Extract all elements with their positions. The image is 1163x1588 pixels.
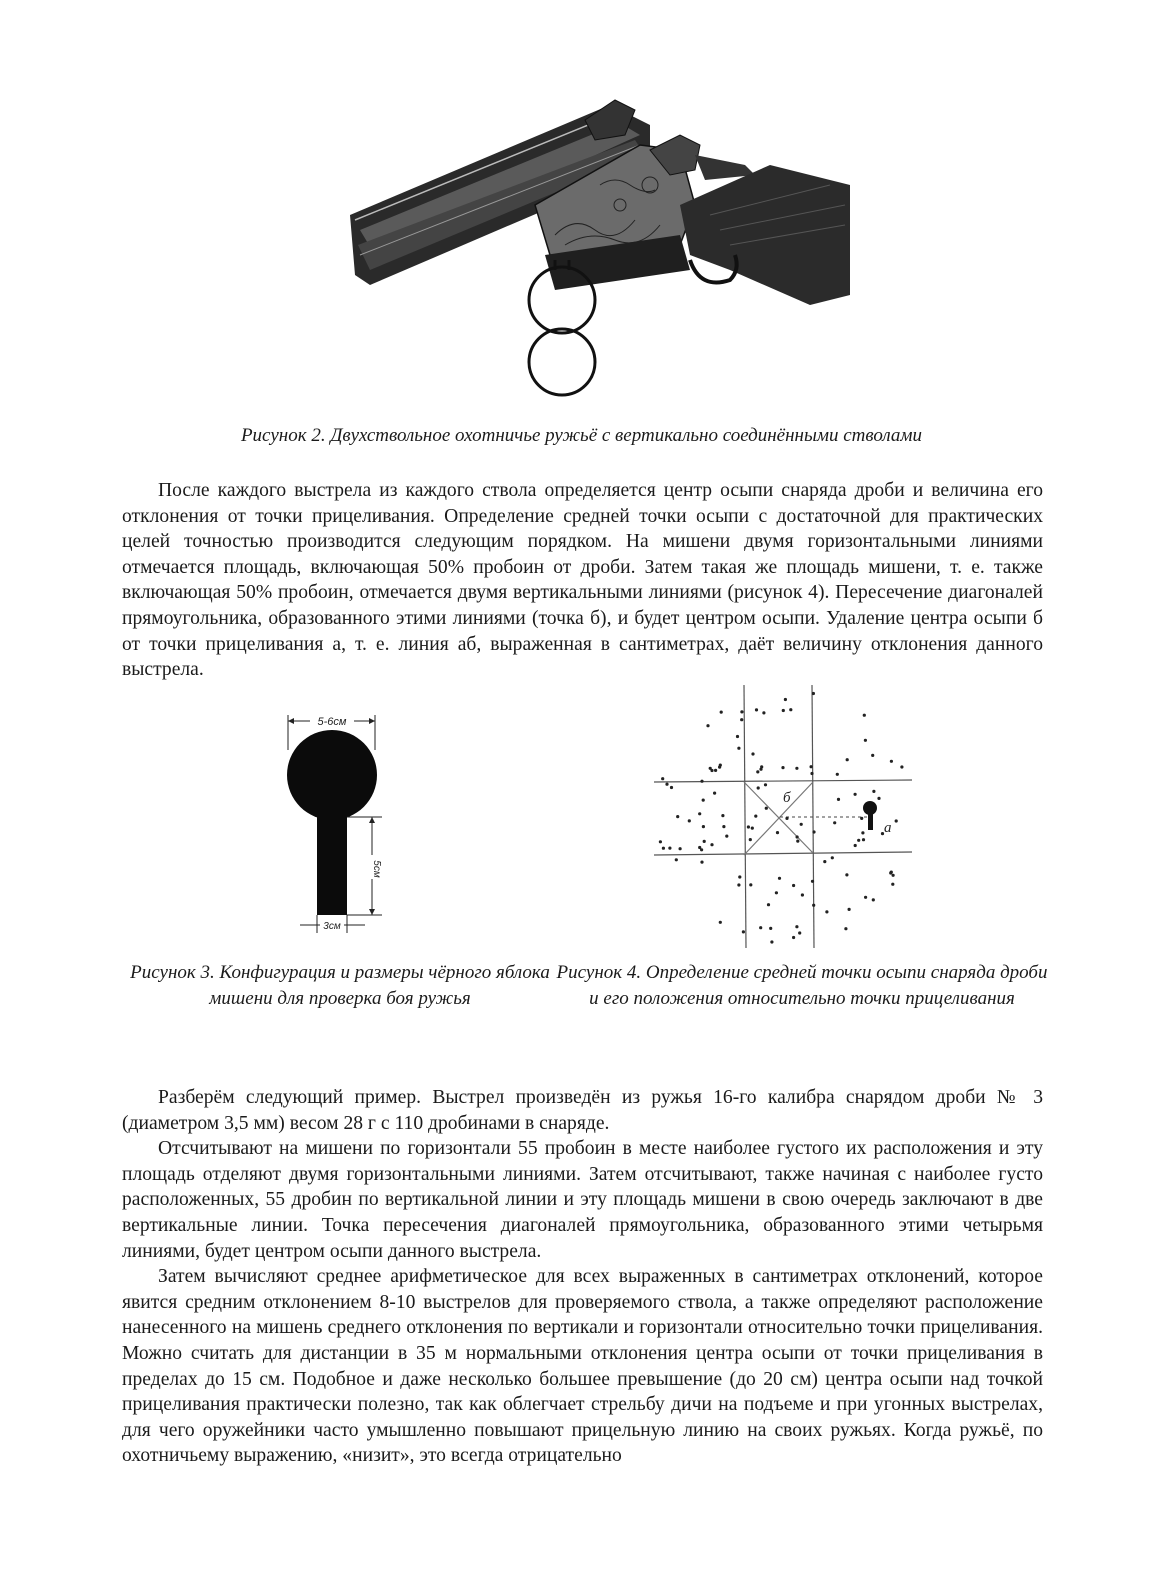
shot-hole bbox=[757, 786, 760, 789]
shot-hole bbox=[702, 825, 705, 828]
text-block-2 bbox=[122, 1085, 1043, 1469]
shot-hole bbox=[756, 770, 759, 773]
shot-hole bbox=[784, 698, 787, 701]
shot-hole bbox=[751, 827, 754, 830]
shot-hole bbox=[881, 832, 884, 835]
shot-hole bbox=[688, 819, 691, 822]
shot-hole bbox=[812, 830, 815, 833]
shot-hole bbox=[736, 735, 739, 738]
shot-hole bbox=[864, 896, 867, 899]
dim-bottom-label: 3см bbox=[323, 921, 341, 932]
shot-hole bbox=[863, 714, 866, 717]
shot-hole bbox=[857, 839, 860, 842]
point-a-label: а bbox=[884, 820, 892, 836]
shot-hole bbox=[810, 765, 813, 768]
shot-hole bbox=[831, 856, 834, 859]
shot-hole bbox=[775, 891, 778, 894]
shot-hole bbox=[877, 797, 880, 800]
shot-hole bbox=[846, 758, 849, 761]
shot-hole bbox=[679, 847, 682, 850]
shot-hole bbox=[702, 799, 705, 802]
shot-hole bbox=[740, 718, 743, 721]
shot-hole bbox=[737, 883, 740, 886]
shot-hole bbox=[668, 847, 671, 850]
shot-hole bbox=[798, 931, 801, 934]
shot-hole bbox=[789, 708, 792, 711]
point-b-label: б bbox=[783, 790, 791, 806]
shot-hole bbox=[845, 873, 848, 876]
shot-hole bbox=[713, 792, 716, 795]
shot-hole bbox=[872, 790, 875, 793]
shot-hole bbox=[769, 927, 772, 930]
shot-hole bbox=[861, 831, 864, 834]
shot-hole bbox=[782, 709, 785, 712]
shot-pattern-diagram bbox=[640, 680, 930, 950]
shot-hole bbox=[778, 877, 781, 880]
text-block-1 bbox=[122, 478, 1043, 683]
shot-hole bbox=[895, 819, 898, 822]
shot-hole bbox=[755, 708, 758, 711]
shot-hole bbox=[742, 930, 745, 933]
shot-hole bbox=[740, 710, 743, 713]
shot-hole bbox=[747, 825, 750, 828]
shot-hole bbox=[900, 765, 903, 768]
figure-4-caption: Рисунок 4. Определение средней точки осыпи снаряда дроби и его положения относительно точки прицеливания bbox=[556, 962, 1048, 1009]
shot-hole bbox=[725, 835, 728, 838]
shot-hole bbox=[698, 812, 701, 815]
shot-hole bbox=[812, 692, 815, 695]
shot-hole bbox=[801, 893, 804, 896]
shot-hole bbox=[844, 927, 847, 930]
shot-holes bbox=[659, 692, 904, 944]
paragraph: Отсчитывают на мишени по горизонтали 55 пробоин в месте наиболее густого их расположения и эту площадь отделяют двумя горизонтальными линиями. Затем отсчитывают, также начиная с наиболее густо расположенных, 55 дробин по вертикальной линии и эту площадь мишени в свою очередь заключают в две вертикальные линии. Точка пересечения диагоналей прямоугольника, образованного этими четырьмя линиями, будет центром осыпи данного выстрела. bbox=[122, 1138, 1043, 1262]
shot-hole bbox=[892, 874, 895, 877]
shot-hole bbox=[792, 884, 795, 887]
paragraph: Затем вычисляют среднее арифметическое для всех выраженных в сантиметрах отклонений, которое явится средним отклонением 8-10 выстрелов для проверяемого ствола, а также определяют расположение нанесенного на мишень среднего отклонения по вертикали и горизонтали относительно точки прицеливания. Можно считать для дистанции в 35 м нормальными отклонения центра осыпи от точки прицеливания в пределах до 15 см. Подобное и даже несколько большее превышение (до 20 см) центра осыпи над точкой прицеливания практически полезно, так как облегчает стрельбу дичи на подъеме и при угонных выстрелах, для чего оружейники часто умышленно повышают прицельную линию на своих ружьях. Когда ружьё, по охотничьему выражению, «низит», это всегда отрицательно bbox=[122, 1266, 1043, 1467]
shot-hole bbox=[823, 860, 826, 863]
shot-hole bbox=[854, 793, 857, 796]
shot-hole bbox=[848, 908, 851, 911]
shot-hole bbox=[812, 904, 815, 907]
target-bullseye-diagram bbox=[270, 705, 400, 940]
shot-hole bbox=[754, 815, 757, 818]
shot-hole bbox=[795, 925, 798, 928]
shot-hole bbox=[670, 786, 673, 789]
shot-hole bbox=[700, 848, 703, 851]
shot-hole bbox=[792, 936, 795, 939]
shot-hole bbox=[796, 840, 799, 843]
shot-hole bbox=[890, 871, 893, 874]
shot-hole bbox=[661, 777, 664, 780]
shot-hole bbox=[871, 754, 874, 757]
shot-hole bbox=[676, 815, 679, 818]
shot-hole bbox=[833, 821, 836, 824]
shot-hole bbox=[796, 835, 799, 838]
shot-hole bbox=[700, 861, 703, 864]
shot-hole bbox=[890, 760, 893, 763]
shot-hole bbox=[659, 840, 662, 843]
shot-hole bbox=[891, 883, 894, 886]
shot-hole bbox=[785, 817, 788, 820]
paragraph: После каждого выстрела из каждого ствола определяется центр осыпи снаряда дроби и величина его отклонения от точки прицеливания. Определение средней точки осыпи с достаточной для практических целей точностью производится следующим порядком. На мишени двумя горизонтальными линиями отмечается площадь, включающая 50% пробоин от дроби. Затем такая же площадь мишени, т. е. также включающая 50% пробоин, отмечается двумя вертикальными линиями (рисунок 4). Пересечение диагоналей прямоугольника, образованного этими линиями (точка б), и будет центром осыпи. Удаление центра осыпи б от точки прицеливания а, т. е. линия аб, выраженная в сантиметрах, даёт величину отклонения данного выстрела. bbox=[122, 480, 1043, 681]
shot-hole bbox=[800, 823, 803, 826]
shot-hole bbox=[795, 767, 798, 770]
shot-hole bbox=[760, 765, 763, 768]
shot-hole bbox=[703, 840, 706, 843]
shot-hole bbox=[718, 766, 721, 769]
shot-hole bbox=[811, 880, 814, 883]
shot-hole bbox=[765, 807, 768, 810]
dim-side-label: 5см bbox=[371, 860, 382, 878]
shot-hole bbox=[767, 903, 770, 906]
shot-hole bbox=[764, 783, 767, 786]
shot-hole bbox=[662, 847, 665, 850]
shot-hole bbox=[776, 831, 779, 834]
shot-hole bbox=[751, 752, 754, 755]
shot-hole bbox=[722, 825, 725, 828]
shot-hole bbox=[854, 844, 857, 847]
shot-hole bbox=[700, 780, 703, 783]
shot-hole bbox=[706, 724, 709, 727]
shot-hole bbox=[770, 940, 773, 943]
shot-hole bbox=[665, 783, 668, 786]
shot-hole bbox=[710, 843, 713, 846]
shot-hole bbox=[709, 767, 712, 770]
shot-hole bbox=[749, 838, 752, 841]
shot-hole bbox=[737, 747, 740, 750]
shot-hole bbox=[721, 814, 724, 817]
shot-hole bbox=[675, 858, 678, 861]
shot-hole bbox=[862, 838, 865, 841]
shot-hole bbox=[864, 739, 867, 742]
shot-hole bbox=[759, 926, 762, 929]
shot-hole bbox=[720, 711, 723, 714]
shot-hole bbox=[810, 772, 813, 775]
shot-hole bbox=[781, 766, 784, 769]
dim-top-label: 5-6см bbox=[317, 716, 347, 728]
shotgun-illustration bbox=[350, 95, 850, 415]
figure-3-caption: Рисунок 3. Конфигурация и размеры чёрного яблока мишени для проверка боя ружья bbox=[130, 962, 550, 1009]
shot-hole bbox=[762, 711, 765, 714]
shot-hole bbox=[714, 769, 717, 772]
shot-hole bbox=[719, 921, 722, 924]
shot-hole bbox=[749, 883, 752, 886]
shot-hole bbox=[872, 898, 875, 901]
paragraph: Разберём следующий пример. Выстрел произведён из ружья 16-го калибра снарядом дроби № 3 (диаметром 3,5 мм) весом 28 г с 110 дробинами в снаряде. bbox=[122, 1087, 1043, 1134]
figure-2-caption: Рисунок 2. Двухствольное охотничье ружьё с вертикально соединёнными стволами bbox=[240, 425, 923, 446]
shot-hole bbox=[836, 773, 839, 776]
shot-hole bbox=[860, 817, 863, 820]
shot-hole bbox=[837, 798, 840, 801]
shot-hole bbox=[825, 910, 828, 913]
shot-hole bbox=[738, 875, 741, 878]
